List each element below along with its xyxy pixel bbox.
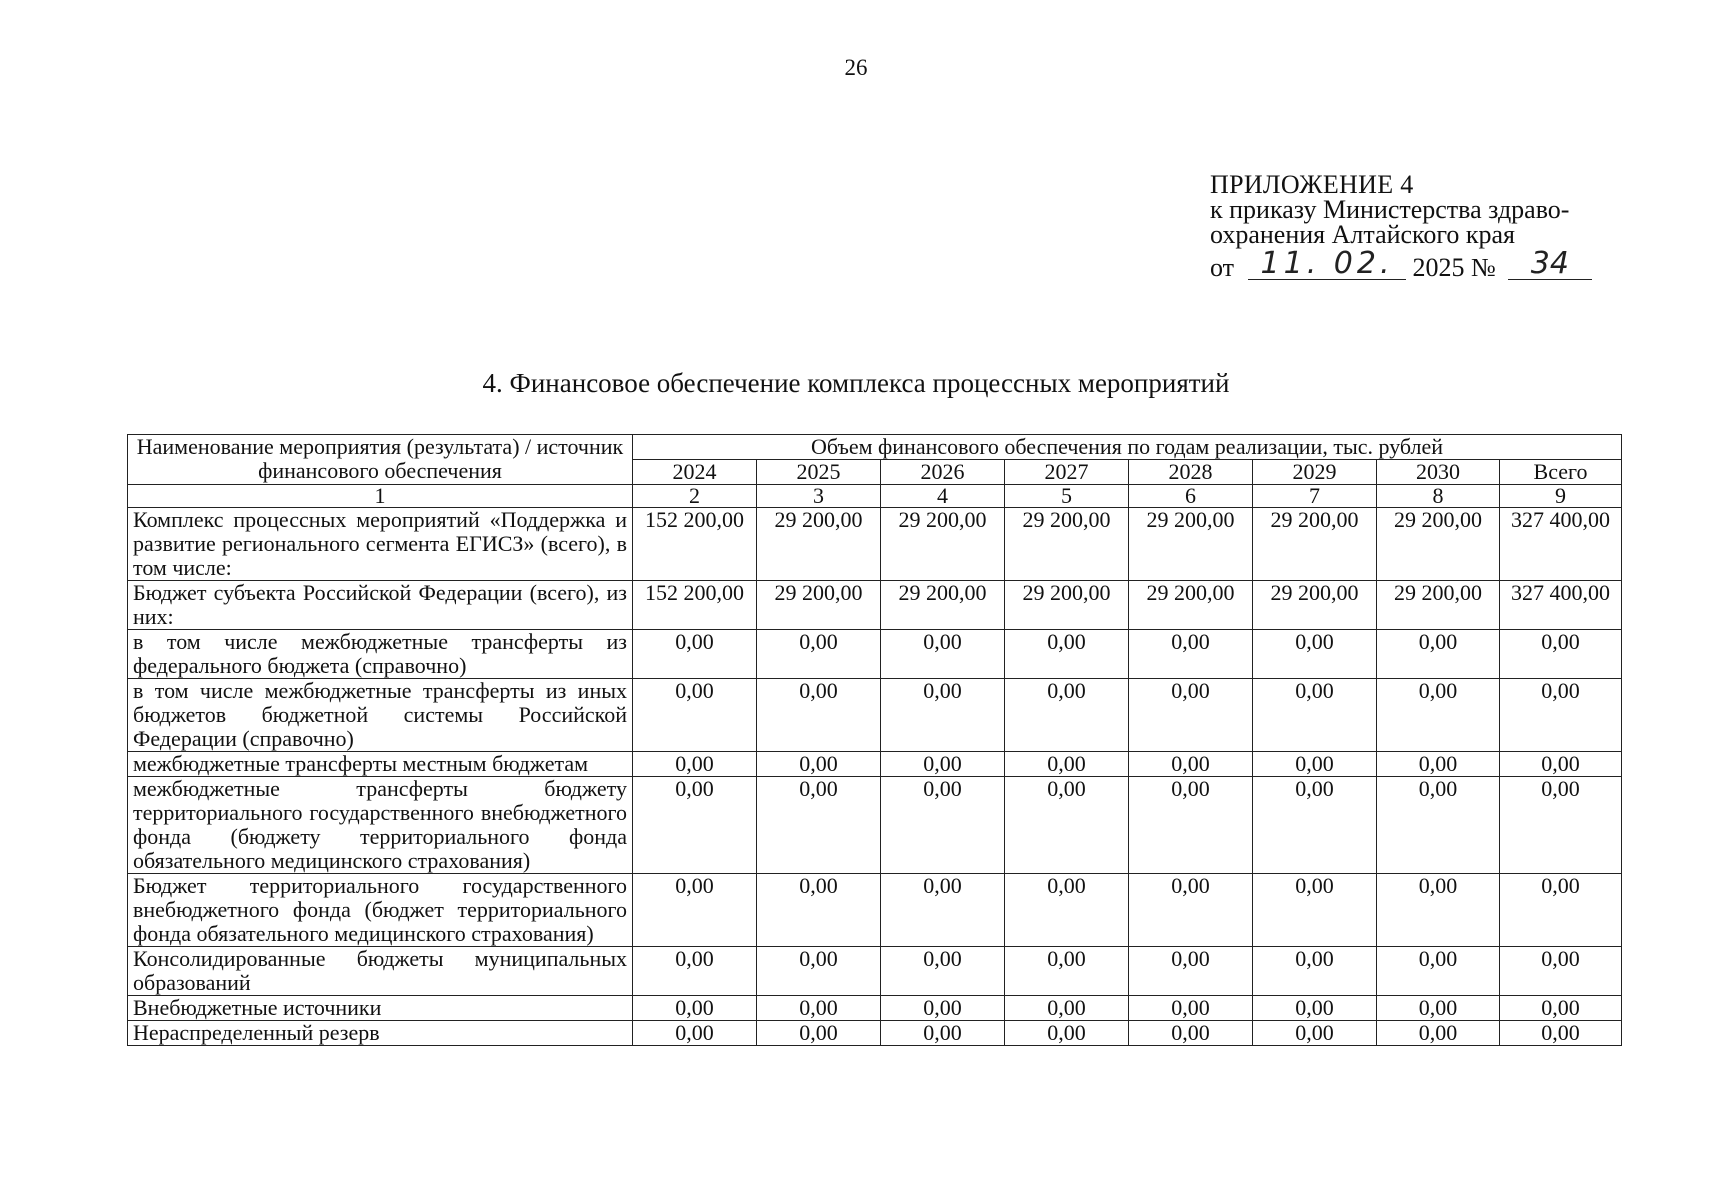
value-cell: 0,00 xyxy=(633,630,757,679)
value-cell: 29 200,00 xyxy=(1005,581,1129,630)
value-cell: 0,00 xyxy=(1500,874,1622,947)
table-row xyxy=(128,679,1622,752)
value-cell: 0,00 xyxy=(1129,947,1253,996)
column-number-cell: 9 xyxy=(1500,485,1622,508)
value-cell: 0,00 xyxy=(1005,874,1129,947)
value-cell: 0,00 xyxy=(1129,874,1253,947)
value-cell: 29 200,00 xyxy=(1253,508,1377,581)
value-cell: 0,00 xyxy=(1500,996,1622,1021)
value-cell: 0,00 xyxy=(757,630,881,679)
value-cell: 0,00 xyxy=(1253,777,1377,874)
value-cell: 0,00 xyxy=(1377,777,1500,874)
table-row xyxy=(128,630,1622,679)
year-header: 2028 xyxy=(1129,460,1253,485)
value-cell: 0,00 xyxy=(1253,947,1377,996)
year-header: 2025 xyxy=(757,460,881,485)
value-cell: 0,00 xyxy=(1005,777,1129,874)
column-number-cell: 8 xyxy=(1377,485,1500,508)
value-cell: 0,00 xyxy=(1377,679,1500,752)
value-cell: 29 200,00 xyxy=(1129,508,1253,581)
year-header: 2029 xyxy=(1253,460,1377,485)
value-cell: 0,00 xyxy=(757,1021,881,1046)
financing-group-header: Объем финансового обеспечения по годам реализации, тыс. рублей xyxy=(633,435,1622,460)
value-cell: 0,00 xyxy=(1500,777,1622,874)
value-cell: 29 200,00 xyxy=(757,508,881,581)
row-name-cell: Бюджет субъекта Российской Федерации (всего), из них: xyxy=(128,581,633,630)
appendix-date-line xyxy=(1210,246,1630,282)
value-cell: 0,00 xyxy=(757,777,881,874)
column-number-cell: 1 xyxy=(128,485,633,508)
value-cell: 0,00 xyxy=(1129,679,1253,752)
value-cell: 0,00 xyxy=(1377,874,1500,947)
appendix-order-line-1: к приказу Министерства здраво- xyxy=(1210,195,1570,224)
column-number-cell: 4 xyxy=(881,485,1005,508)
value-cell: 0,00 xyxy=(1500,752,1622,777)
value-cell: 0,00 xyxy=(881,996,1005,1021)
row-name-cell: межбюджетные трансферты бюджету территориального государственного внебюджетного фонда (бюджету территориального фонда обязательного медицинского страхования) xyxy=(128,777,633,874)
value-cell: 152 200,00 xyxy=(633,508,757,581)
table-row xyxy=(128,752,1622,777)
value-cell: 0,00 xyxy=(1005,996,1129,1021)
page-number: 26 xyxy=(844,55,868,80)
value-cell: 0,00 xyxy=(1129,630,1253,679)
year-header: Всего xyxy=(1500,460,1622,485)
row-name-cell: Комплекс процессных мероприятий «Поддержка и развитие регионального сегмента ЕГИСЗ» (всего), в том числе: xyxy=(128,508,633,581)
value-cell: 0,00 xyxy=(1129,777,1253,874)
value-cell: 0,00 xyxy=(1253,679,1377,752)
value-cell: 0,00 xyxy=(633,947,757,996)
value-cell: 0,00 xyxy=(633,996,757,1021)
value-cell: 0,00 xyxy=(633,752,757,777)
value-cell: 0,00 xyxy=(1005,679,1129,752)
column-number-cell: 6 xyxy=(1129,485,1253,508)
name-column-header: Наименование мероприятия (результата) / источник финансового обеспечения xyxy=(128,435,633,485)
value-cell: 0,00 xyxy=(1377,752,1500,777)
value-cell: 327 400,00 xyxy=(1500,508,1622,581)
value-cell: 29 200,00 xyxy=(1005,508,1129,581)
value-cell: 0,00 xyxy=(1500,679,1622,752)
value-cell: 0,00 xyxy=(881,630,1005,679)
value-cell: 29 200,00 xyxy=(757,581,881,630)
row-name-cell: в том числе межбюджетные трансферты из иных бюджетов бюджетной системы Российской Федерации (справочно) xyxy=(128,679,633,752)
value-cell: 0,00 xyxy=(881,679,1005,752)
financing-table xyxy=(127,434,1622,1046)
value-cell: 0,00 xyxy=(1500,1021,1622,1046)
table-row xyxy=(128,996,1622,1021)
row-name-cell: в том числе межбюджетные трансферты из федерального бюджета (справочно) xyxy=(128,630,633,679)
value-cell: 0,00 xyxy=(1005,752,1129,777)
value-cell: 0,00 xyxy=(1253,752,1377,777)
value-cell: 0,00 xyxy=(633,874,757,947)
value-cell: 0,00 xyxy=(633,679,757,752)
column-number-cell: 2 xyxy=(633,485,757,508)
appendix-order-line-2: охранения Алтайского края xyxy=(1210,220,1516,249)
value-cell: 0,00 xyxy=(1129,1021,1253,1046)
column-number-cell: 5 xyxy=(1005,485,1129,508)
value-cell: 0,00 xyxy=(633,1021,757,1046)
year-number-label: 2025 № xyxy=(1412,253,1496,282)
value-cell: 0,00 xyxy=(1377,630,1500,679)
value-cell: 0,00 xyxy=(1129,996,1253,1021)
value-cell: 29 200,00 xyxy=(1377,581,1500,630)
value-cell: 29 200,00 xyxy=(1377,508,1500,581)
year-header: 2024 xyxy=(633,460,757,485)
column-number-cell: 3 xyxy=(757,485,881,508)
value-cell: 0,00 xyxy=(1377,1021,1500,1046)
table-row xyxy=(128,777,1622,874)
value-cell: 29 200,00 xyxy=(881,508,1005,581)
value-cell: 0,00 xyxy=(1129,752,1253,777)
value-cell: 0,00 xyxy=(1500,947,1622,996)
row-name-cell: межбюджетные трансферты местным бюджетам xyxy=(128,752,633,777)
value-cell: 0,00 xyxy=(757,874,881,947)
value-cell: 29 200,00 xyxy=(1253,581,1377,630)
value-cell: 0,00 xyxy=(1005,1021,1129,1046)
row-name-cell: Бюджет территориального государственного внебюджетного фонда (бюджет территориального фонда обязательного медицинского страхования) xyxy=(128,874,633,947)
value-cell: 0,00 xyxy=(1253,630,1377,679)
value-cell: 29 200,00 xyxy=(881,581,1005,630)
column-number-cell: 7 xyxy=(1253,485,1377,508)
value-cell: 0,00 xyxy=(633,777,757,874)
year-header: 2026 xyxy=(881,460,1005,485)
value-cell: 0,00 xyxy=(1005,630,1129,679)
section-title: 4. Финансовое обеспечение комплекса процессных мероприятий xyxy=(482,368,1230,398)
value-cell: 0,00 xyxy=(1500,630,1622,679)
value-cell: 0,00 xyxy=(1377,996,1500,1021)
value-cell: 0,00 xyxy=(1253,1021,1377,1046)
handwritten-order-number: 34 xyxy=(1508,249,1592,280)
appendix-block xyxy=(1210,172,1630,280)
value-cell: 0,00 xyxy=(881,752,1005,777)
table-row xyxy=(128,508,1622,581)
row-name-cell: Консолидированные бюджеты муниципальных образований xyxy=(128,947,633,996)
value-cell: 327 400,00 xyxy=(1500,581,1622,630)
year-header: 2030 xyxy=(1377,460,1500,485)
table-row xyxy=(128,874,1622,947)
row-name-cell: Внебюджетные источники xyxy=(128,996,633,1021)
value-cell: 0,00 xyxy=(881,874,1005,947)
value-cell: 0,00 xyxy=(1253,996,1377,1021)
value-cell: 152 200,00 xyxy=(633,581,757,630)
value-cell: 29 200,00 xyxy=(1129,581,1253,630)
value-cell: 0,00 xyxy=(757,752,881,777)
table-row xyxy=(128,581,1622,630)
value-cell: 0,00 xyxy=(881,1021,1005,1046)
value-cell: 0,00 xyxy=(757,679,881,752)
year-header: 2027 xyxy=(1005,460,1129,485)
value-cell: 0,00 xyxy=(881,777,1005,874)
value-cell: 0,00 xyxy=(1377,947,1500,996)
value-cell: 0,00 xyxy=(1253,874,1377,947)
from-label: от xyxy=(1210,253,1235,282)
table-row xyxy=(128,947,1622,996)
value-cell: 0,00 xyxy=(881,947,1005,996)
handwritten-date: 11. 02. xyxy=(1248,249,1406,280)
appendix-title: ПРИЛОЖЕНИЕ 4 xyxy=(1210,170,1414,199)
row-name-cell: Нераспределенный резерв xyxy=(128,1021,633,1046)
table-row xyxy=(128,1021,1622,1046)
value-cell: 0,00 xyxy=(757,996,881,1021)
value-cell: 0,00 xyxy=(1005,947,1129,996)
value-cell: 0,00 xyxy=(757,947,881,996)
